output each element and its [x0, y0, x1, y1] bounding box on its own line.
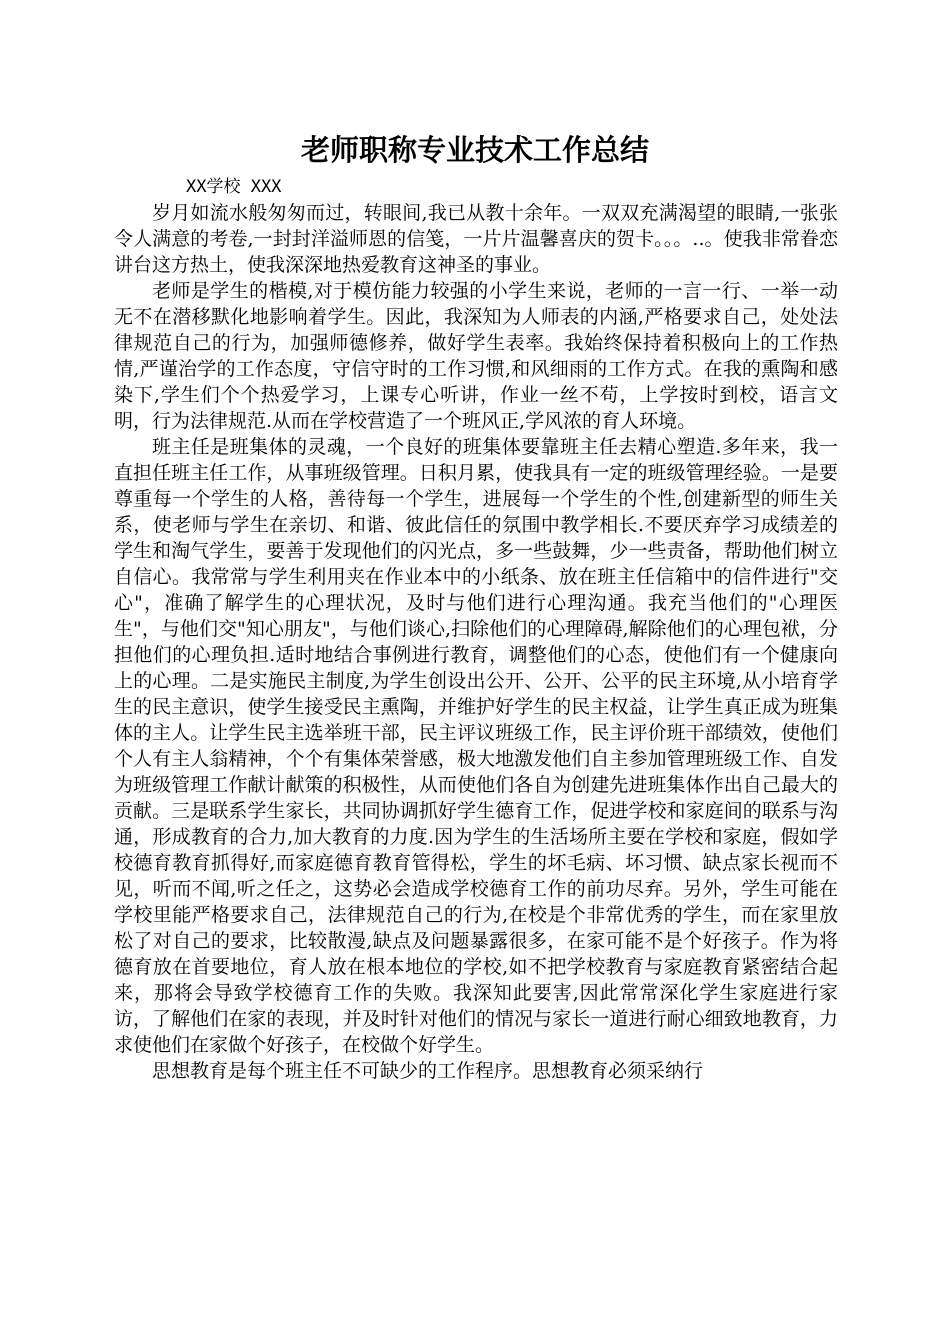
- paragraph: 老师是学生的楷模,对于模仿能力较强的小学生来说，老师的一言一行、一举一动无不在潜移默化地影响着学生。因此，我深知为人师表的内涵,严格要求自己，处处法律规范自己的行为，加强师德修养，做好学生表率。我始终保持着积极向上的工作热情,严谨治学的工作态度，守信守时的工作习惯,和风细雨的工作方式。在我的熏陶和感染下,学生们个个热爱学习，上课专心听讲，作业一丝不苟，上学按时到校，语言文明，行为法律规范.从而在学校营造了一个班风正,学风浓的育人环境。: [114, 280, 838, 432]
- document-title: 老师职称专业技术工作总结: [300, 133, 649, 167]
- author-line: XX学校 XXX: [186, 177, 282, 197]
- document-body: [114, 174, 838, 1084]
- paragraph: 岁月如流水般匆匆而过，转眼间,我已从教十余年。一双双充满渴望的眼睛,一张张令人满意的考卷,一封封洋溢师恩的信笺，一片片温馨喜庆的贺卡。。。..。使我非常眷恋讲台这方热土，使我深深地热爱教育这神圣的事业。: [114, 202, 838, 276]
- paragraph: 思想教育是每个班主任不可缺少的工作程序。思想教育必须采纳行: [152, 1060, 704, 1082]
- paragraph: 班主任是班集体的灵魂，一个良好的班集体要靠班主任去精心塑造.多年来，我一直担任班主任工作，从事班级管理。日积月累，使我具有一定的班级管理经验。一是要尊重每一个学生的人格，善待每一个学生，进展每一个学生的个性,创建新型的师生关系，使老师与学生在亲切、和谐、彼此信任的氛围中教学相长.不要厌弃学习成绩差的学生和淘气学生，要善于发现他们的闪光点，多一些鼓舞，少一些责备，帮助他们树立自信心。我常常与学生利用夹在作业本中的小纸条、放在班主任信箱中的信件进行"交心"，准确了解学生的心理状况，及时与他们进行心理沟通。我充当他们的"心理医生"，与他们交"知心朋友"，与他们谈心,扫除他们的心理障碍,解除他们的心理包袱，分担他们的心理负担.适时地结合事例进行教育，调整他们的心态，使他们有一个健康向上的心理。二是实施民主制度,为学生创设出公开、公开、公平的民主环境,从小培育学生的民主意识，使学生接受民主熏陶，并维护好学生的民主权益，让学生真正成为班集体的主人。让学生民主选举班干部，民主评议班级工作，民主评价班干部绩效，使他们个人有主人翁精神，个个有集体荣誉感，极大地激发他们自主参加管理班级工作、自发为班级管理工作献计献策的积极性，从而使他们各自为创建先进班集体作出自己最大的贡献。三是联系学生家长，共同协调抓好学生德育工作，促进学校和家庭间的联系与沟通，形成教育的合力,加大教育的力度.因为学生的生活场所主要在学校和家庭，假如学校德育教育抓得好,而家庭德育教育管得松，学生的坏毛病、坏习惯、缺点家长视而不见，听而不闻,听之任之，这势必会造成学校德育工作的前功尽弃。另外，学生可能在学校里能严格要求自己，法律规范自己的行为,在校是个非常优秀的学生，而在家里放松了对自己的要求，比较散漫,缺点及问题暴露很多，在家可能不是个好孩子。作为将德育放在首要地位，育人放在根本地位的学校,如不把学校教育与家庭教育紧密结合起来，那将会导致学校德育工作的失败。我深知此要害,因此常常深化学生家庭进行家访，了解他们在家的表现，并及时针对他们的情况与家长一道进行耐心细致地教育，力求使他们在家做个好孩子，在校做个好学生。: [114, 436, 838, 1056]
